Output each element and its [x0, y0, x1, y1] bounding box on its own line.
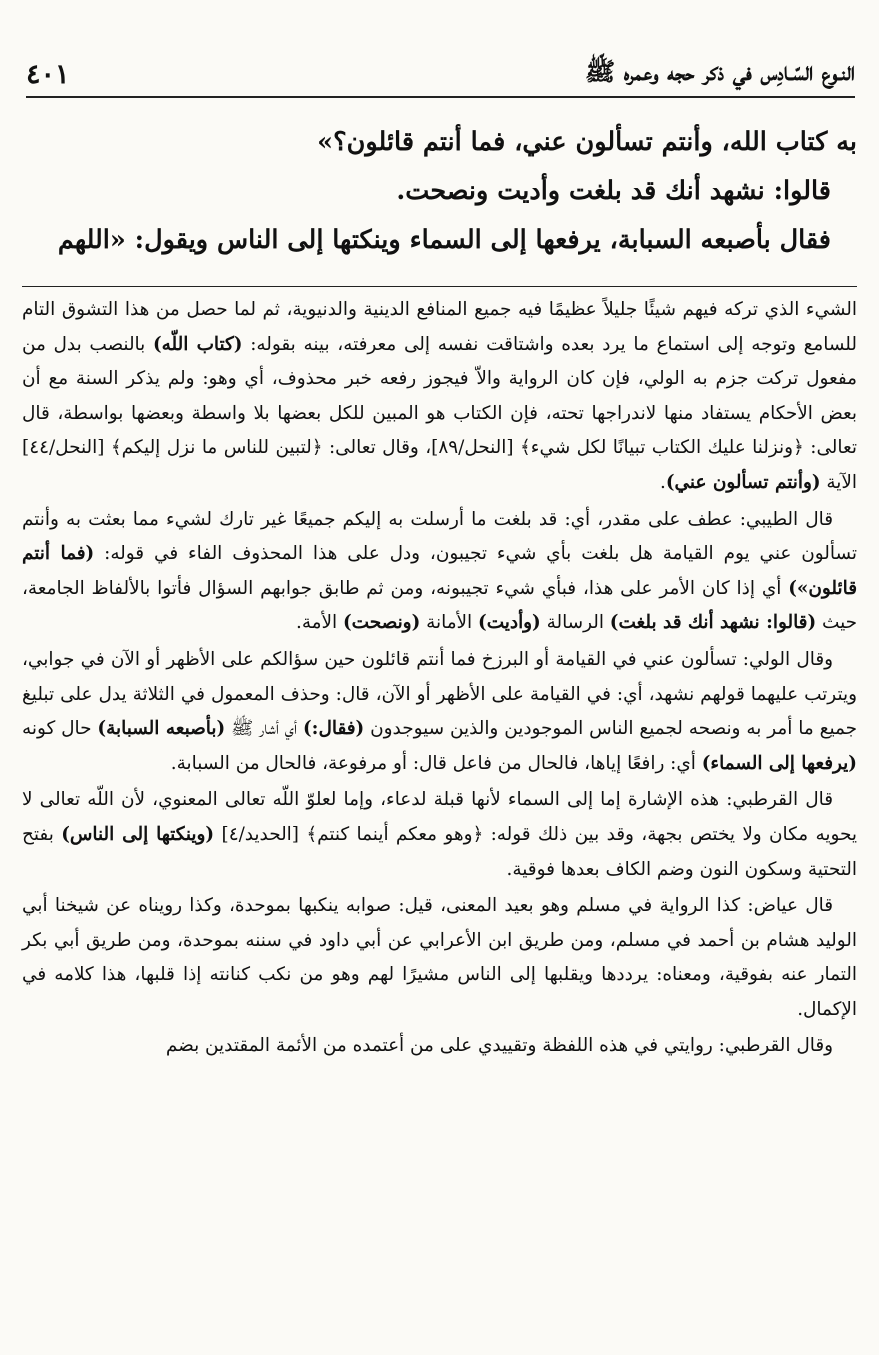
page-header [26, 52, 855, 98]
commentary-paragraph: قال الطيبي: عطف على مقدر، أي: قد بلغت ما أرسلت به إليكم جميعًا غير تارك لشيء مما بعثت به وأنتم تسألون عني يوم القيامة هل بلغت بأي شيء تجيبون، ودل على هذا المحذوف الفاء في قوله: (فما أنتم قائلون») أي إذا كان الأمر على هذا، فبأي شيء تجيبونه، ومن ثم طابق جوابهم السؤال فأتوا بالألفاظ الجامعة، حيث (قالوا: نشهد أنك قد بلغت) الرسالة (وأديت) الأمانة (ونصحت) الأمة. [22, 508, 857, 634]
commentary-paragraph: وقال الولي: تسألون عني في القيامة أو البرزخ فما أنتم قائلون حين سؤالكم على الأظهر أو الآن في جوابي، ويترتب عليهما قولهم نشهد، أي: في القيامة على الأظهر أو الآن، قال: وحذف المعمول في الثلاثة يدل على تبليغ جميع ما أمر به ونصحه لجميع الناس الموجودين والذين سيوجدون (فقال:) أي أشار ﷺ (بأصبعه السبابة) حال كونه (يرفعها إلى السماء) أي: رافعًا إياها، فالحال من فاعل قال: أو مرفوعة، فالحال من السبابة. [22, 648, 857, 774]
main-text [26, 118, 857, 265]
commentary-paragraph: قال عياض: كذا الرواية في مسلم وهو بعيد المعنى، قيل: صوابه ينكبها بموحدة، وكذا رويناه عن شيخنا أبي الوليد هشام بن أحمد في مسلم، ومن طريق ابن الأعرابي عن أبي داود في سننه بموحدة، ومن طريق أبي بكر التمار عنه بفوقية، ومعناه: يرددها ويقلبها إلى الناس مشيرًا لهم وهو من نكب كنانته إذا قلبها، هذا كلامه في الإكمال. [22, 895, 857, 1020]
commentary-paragraph: الشيء الذي تركه فيهم شيئًا جليلاً عظيمًا فيه جميع المنافع الدينية والدنيوية، ثم لما حصل من هذا التشوق التام للسامع وتوجه إلى استماع ما يرد بعده واشتاقت نفسه إلى معرفته، بينه بقوله: (كتاب اللّه) بالنصب بدل من مفعول تركت جزم به الولي، فإن كان الرواية والاّ فيجوز رفعه خبر محذوف، أي وهو: ولم يذكر السنة مع أن بعض الأحكام يستفاد منها لاندراجها تحته، فإن الكتاب هو المبين للكل بعضها بلا واسطة وبعضها بواسطة، قال تعالى: ﴿ونزلنا عليك الكتاب تبيانًا لكل شيء﴾ [النحل/٨٩]، وقال تعالى: ﴿لتبين للناس ما نزل إليكم﴾ [النحل/٤٤] الآية (وأنتم تسألون عني). [22, 299, 857, 493]
commentary-paragraph: قال القرطبي: هذه الإشارة إما إلى السماء لأنها قبلة لدعاء، وإما لعلوّ اللّه تعالى المعنوي، لأن اللّه تعالى لا يحويه مكان ولا يختص بجهة، وقد بين ذلك قوله: ﴿وهو معكم أينما كنتم﴾ [الحديد/٤] (وينكتها إلى الناس) بفتح التحتية وسكون النون وضم الكاف بعدها فوقية. [22, 789, 857, 880]
page-number: ٤٠١ [26, 58, 70, 90]
main-line-1: به كتاب الله، وأنتم تسألون عني، فما أنتم قائلون؟» [317, 127, 857, 157]
main-line-3: فقال بأصبعه السبابة، يرفعها إلى السماء وينكتها إلى الناس ويقول: «اللهم [57, 225, 831, 255]
commentary [22, 293, 857, 1066]
commentary-paragraph: وقال القرطبي: روايتي في هذه اللفظة وتقييدي على من أعتمده من الأئمة المقتدين بضم [165, 1035, 833, 1057]
main-line-2: قالوا: نشهد أنك قد بلغت وأديت ونصحت. [396, 176, 831, 206]
separator-rule [22, 286, 857, 287]
running-title: النـوع السّـادِس في ذكر حجه وعمره ﷺ [584, 56, 855, 86]
